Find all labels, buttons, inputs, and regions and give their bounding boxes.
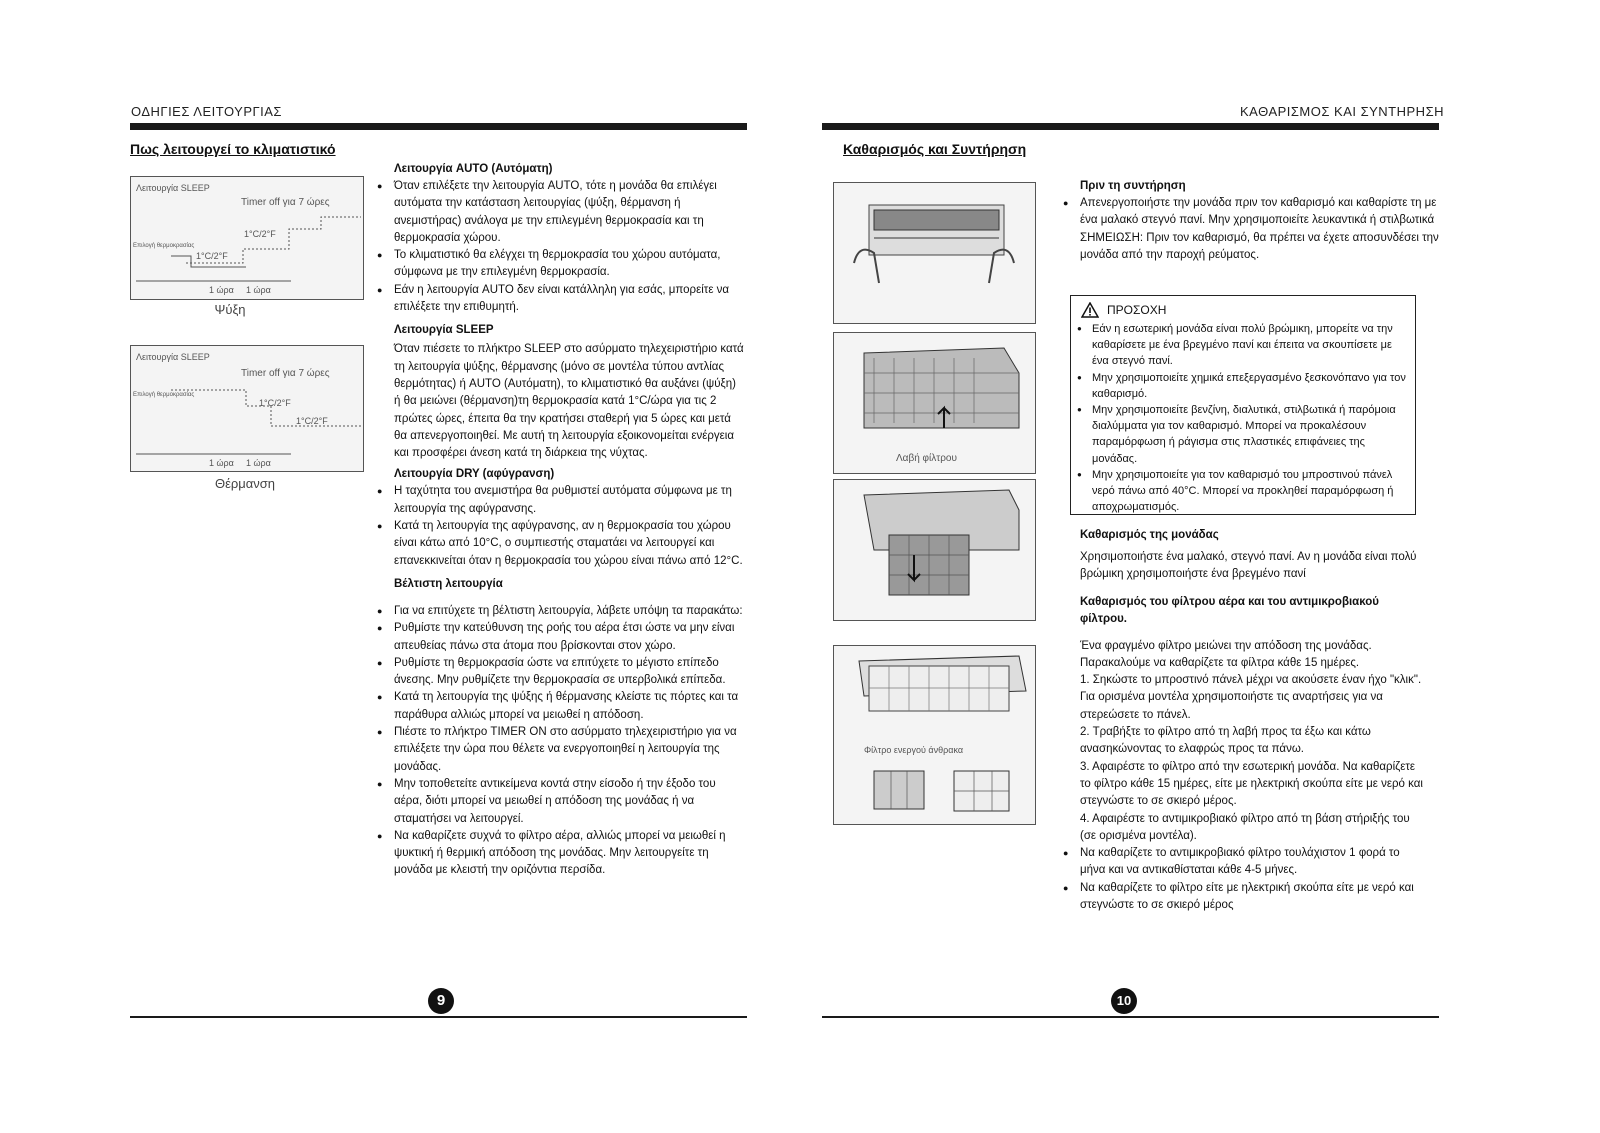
warning-title-row [1081, 302, 1166, 318]
left-running-header: ΟΔΗΓΙΕΣ ΛΕΙΤΟΥΡΓΙΑΣ [131, 104, 282, 119]
diagram-mode-label: Λειτουργία SLEEP [136, 352, 210, 362]
before-heading: Πριν τη συντήρηση [1080, 180, 1186, 192]
dry-list [377, 483, 745, 569]
list-item: ● Εάν η εσωτερική μονάδα είναι πολύ βρώμικη, μπορείτε να την καθαρίσετε με ένα βρεγμένο πανί και έπειτα να σκουπίσετε με ένα στεγνό πανί. [1077, 321, 1409, 370]
filter-step: 2. Τραβήξτε το φίλτρο από τη λαβή προς τα έξω και κάτω ανασηκώνοντας το ελαφρώς προς τα πάνω. [1080, 726, 1371, 756]
list-item: ● Να καθαρίζετε συχνά το φίλτρο αέρα, αλλιώς μπορεί να μειωθεί η ψυκτική ή θερμική απόδοση της μονάδας. Μην λειτουργείτε τη μονάδα με κλειστή την οριζόντια περσίδα. [377, 828, 745, 880]
sleep-cooling-diagram [130, 176, 364, 300]
left-text-column [377, 161, 745, 880]
list-item: ● Η ταχύτητα του ανεμιστήρα θα ρυθμιστεί αυτόματα σύμφωνα με τη λειτουργία της αφύγρανσης. [377, 483, 745, 518]
list-item: ● Μην χρησιμοποιείτε για τον καθαρισμό του μπροστινού πάνελ νερό πάνω από 40°C. Μπορεί να προκληθεί παραμόρφωση ή αποχρωματισμός. [1077, 467, 1409, 516]
list-item: ● Εάν η λειτουργία AUTO δεν είναι κατάλληλη για εσάς, μπορείτε να επιλέξετε την επιθυμητή. [377, 282, 745, 317]
optimal-list [377, 603, 745, 880]
right-header-rule [822, 123, 1439, 130]
carbon-filter-illustration [833, 645, 1036, 825]
unit-heading: Καθαρισμός της μονάδας [1080, 529, 1219, 541]
heating-caption: Θέρμανση [214, 476, 276, 491]
right-page-number: 10 [1111, 988, 1137, 1014]
diagram-hour-label: 1 ώρα [209, 285, 234, 295]
dry-heading: Λειτουργία DRY (αφύγρανση) [394, 468, 555, 481]
left-page-number: 9 [428, 988, 454, 1014]
diagram-step-label: 1°C/2°F [244, 229, 276, 239]
list-item: ● Να καθαρίζετε το φίλτρο είτε με ηλεκτρική σκούπα είτε με νερό και στεγνώστε το σε σκιερό μέρος [1063, 880, 1423, 915]
list-item: ● Για να επιτύχετε τη βέλτιστη λειτουργία, λάβετε υπόψη τα παρακάτω: [377, 603, 745, 620]
right-text-column-2 [1063, 527, 1423, 914]
diagram-step-label: 1°C/2°F [259, 398, 291, 408]
warning-title: ΠΡΟΣΟΧΗ [1107, 303, 1167, 317]
filter-step: 3. Αφαιρέστε το φίλτρο από την εσωτερική μονάδα. Να καθαρίζετε το φίλτρο κάθε 15 ημέρες, είτε με ηλεκτρική σκούπα είτε με νερό και στεγνώστε το σε σκιερό μέρος. [1080, 760, 1423, 808]
diagram-select-label: Επιλογή θερμοκρασίας [133, 243, 195, 249]
diagram-timer-label: Timer off για 7 ώρες [241, 368, 330, 379]
filter-tab-illustration [833, 332, 1036, 474]
before-list [1063, 195, 1441, 230]
list-item: ● Μην χρησιμοποιείτε χημικά επεξεργασμένο ξεσκονόπανο για τον καθαρισμό. [1077, 370, 1409, 402]
filter-heading: Καθαρισμός του φίλτρου αέρα και του αντιμικροβιακού φίλτρου. [1080, 595, 1379, 625]
list-item: ● Το κλιματιστικό θα ελέγχει τη θερμοκρασία του χώρου αυτόματα, σύμφωνα με την επιλεγμένη θερμοκρασία. [377, 247, 745, 282]
right-running-header: ΚΑΘΑΡΙΣΜΟΣ ΚΑΙ ΣΥΝΤΗΡΗΣΗ [1240, 104, 1444, 119]
diagram-step-label: 1°C/2°F [196, 251, 228, 261]
list-item: ● Κατά τη λειτουργία της αφύγρανσης, αν η θερμοκρασία του χώρου είναι κάτω από 10°C, ο συμπιεστής σταματάει να λειτουργεί και επανεκκινείται όταν η θερμοκρασία του χώρου είναι πάνω από 12°C. [377, 518, 745, 570]
filter-tab-label: Λαβή φίλτρου [896, 453, 957, 464]
before-note: ΣΗΜΕΙΩΣΗ: Πριν τον καθαρισμό, θα πρέπει να έχετε αποσυνδέσει την μονάδα από την παροχή ρεύματος. [1080, 231, 1439, 261]
left-header-rule [130, 123, 747, 130]
filter-list [1063, 845, 1423, 914]
sleep-heading: Λειτουργία SLEEP [394, 324, 494, 337]
optimal-heading: Βέλτιστη λειτουργία [394, 577, 503, 590]
list-item: ● Ρυθμίστε τη θερμοκρασία ώστε να επιτύχετε το μέγιστο επίπεδο άνεσης. Μην ρυθμίζετε την θερμοκρασία σε υπερβολικά επίπεδα. [377, 655, 745, 690]
list-item: ● Να καθαρίζετε το αντιμικροβιακό φίλτρο τουλάχιστον 1 φορά το μήνα και να αντικαθίσταται κάθε 4-5 μήνες. [1063, 845, 1423, 880]
list-item: ● Όταν επιλέξετε την λειτουργία AUTO, τότε η μονάδα θα επιλέγει αυτόματα την κατάσταση λειτουργίας (ψύξη, θέρμανση ή ανεμιστήρας) ανάλογα με την επιλεγμένη θερμοκρασία και τη θερμοκρασία χώρου. [377, 178, 745, 247]
diagram-timer-label: Timer off για 7 ώρες [241, 197, 330, 208]
unit-front-illustration [833, 182, 1036, 324]
diagram-hour-label: 1 ώρα [246, 458, 271, 468]
filter-step: Ένα φραγμένο φίλτρο μειώνει την απόδοση της μονάδας. Παρακαλούμε να καθαρίζετε τα φίλτρα κάθε 15 ημέρες. [1080, 639, 1372, 669]
remove-filter-illustration [833, 479, 1036, 621]
diagram-hour-label: 1 ώρα [209, 458, 234, 468]
list-item: ● Μην χρησιμοποιείτε βενζίνη, διαλυτικά, στιλβωτικά ή παρόμοια διαλύμματα για τον καθαρισμό. Μπορεί να προκαλέσουν παραμόρφωση ή ράγισμα στις πλαστικές επιφάνειες της μονάδας. [1077, 402, 1409, 467]
warning-box [1070, 295, 1416, 515]
list-item: ● Μην τοποθετείτε αντικείμενα κοντά στην είσοδο ή την έξοδο του αέρα, διότι μπορεί να μειωθεί η απόδοση της μονάδας ή να σταματήσει να λειτουργεί. [377, 776, 745, 828]
auto-heading: Λειτουργία AUTO (Αυτόματη) [394, 163, 553, 175]
right-text-column [1063, 178, 1441, 264]
filter-step: 1. Σηκώστε το μπροστινό πάνελ μέχρι να ακούσετε έναν ήχο "κλικ". Για ορισμένα μοντέλα χρησιμοποιήστε τις αναρτήσεις για να στερεώσετε το πάνελ. [1080, 674, 1422, 721]
auto-list [377, 178, 745, 316]
list-item: ● Πιέστε το πλήκτρο TIMER ON στο ασύρματο τηλεχειριστήριο για να επιλέξετε την ώρα που θέλετε να ενεργοποιηθεί η λειτουργία της μονάδας. [377, 724, 745, 776]
carbon-filter-label: Φίλτρο ενεργού άνθρακα [864, 745, 964, 755]
list-item: ● Ρυθμίστε την κατεύθυνση της ροής του αέρα έτσι ώστε να μην είναι απευθείας πάνω στα άτομα που βρίσκονται στον χώρο. [377, 620, 745, 655]
diagram-select-label: Επιλογή θερμοκρασίας [133, 392, 195, 398]
left-section-title: Πως λειτουργεί το κλιματιστικό [130, 141, 336, 157]
sleep-text: Όταν πιέσετε το πλήκτρο SLEEP στο ασύρματο τηλεχειριστήριο κατά τη λειτουργία ψύξης, θέρμανσης (μόνο σε μοντέλα τύπου αντλίας θερμότητας) ή AUTO (Αυτόματη), το κλιματιστικό θα αυξάνει (ψύξη) ή θα μειώνει (θέρμανση)τη θερμοκρασία κατά 1°C/ώρα για τις 2 πρώτες ώρες, έπειτα θα την κρατήσει σταθερή για 5 ώρες και μετά θα απενεργοποιηθεί. Με αυτή τη λειτουργία εξοικονομείται ενέργεια και προσφέρει άνεση κατά τη διάρκεια της νύχτας. [394, 343, 744, 460]
warning-icon [1081, 302, 1099, 318]
filter-step: 4. Αφαιρέστε το αντιμικροβιακό φίλτρο από τη βάση στήριξής του (σε ορισμένα μοντέλα). [1080, 812, 1410, 842]
list-item: ● Κατά τη λειτουργία της ψύξης ή θέρμανσης κλείστε τις πόρτες και τα παράθυρα αλλιώς μπορεί να μειωθεί η απόδοση. [377, 689, 745, 724]
diagram-hour-label: 1 ώρα [246, 285, 271, 295]
diagram-step-label: 1°C/2°F [296, 416, 328, 426]
list-item: ● Απενεργοποιήστε την μονάδα πριν τον καθαρισμό και καθαρίστε τη με ένα μαλακό στεγνό πανί. Μην χρησιμοποιείτε λευκαντικά ή στιλβωτικά [1063, 195, 1441, 230]
left-footer-rule [130, 1016, 747, 1018]
cooling-caption: Ψύξη [214, 302, 246, 317]
sleep-heating-diagram [130, 345, 364, 472]
right-footer-rule [822, 1016, 1439, 1018]
warning-list [1077, 321, 1409, 515]
diagram-mode-label: Λειτουργία SLEEP [136, 183, 210, 193]
right-section-title: Καθαρισμός και Συντήρηση [843, 141, 1027, 157]
unit-text: Χρησιμοποιήστε ένα μαλακό, στεγνό πανί. Αν η μονάδα είναι πολύ βρώμικη χρησιμοποιήστε ένα βρεγμένο πανί [1080, 551, 1417, 581]
filter-steps [1063, 638, 1423, 846]
